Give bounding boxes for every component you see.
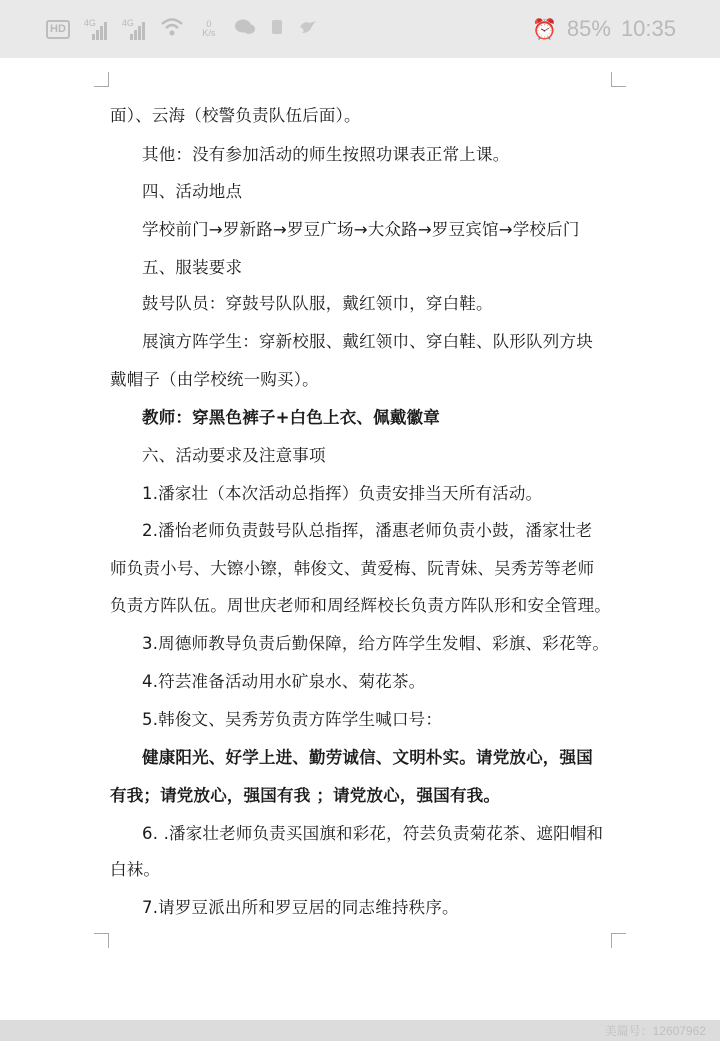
alarm-icon: ⏰ [531,18,557,41]
page-corner-mark [611,72,626,87]
doc-line: 鼓号队员：穿鼓号队队服，戴红领巾，穿白鞋。 [142,294,493,313]
page-corner-mark [611,933,626,948]
signal-icon: 4G [122,18,146,40]
doc-line: 师负责小号、大镲小镲，韩俊文、黄爱梅、阮青妹、吴秀芳等老师 [110,559,595,578]
page-corner-mark [94,933,109,948]
wifi-icon [160,17,184,42]
notification-icon [270,18,284,41]
speed-value: 0 [206,19,212,29]
doc-line: 展演方阵学生：穿新校服、戴红领巾、穿白鞋、队形队列方块 [142,332,593,351]
bird-icon [298,18,318,41]
hd-icon: HD [46,20,70,39]
signal-icon: 4G [84,18,108,40]
page-corner-mark [94,72,109,87]
section-heading: 四、活动地点 [142,182,243,201]
status-right [532,12,676,46]
doc-line: 1.潘家壮（本次活动总指挥）负责安排当天所有活动。 [142,484,543,503]
watermark: 美篇号：12607962 [604,1024,706,1038]
doc-line: 7.请罗豆派出所和罗豆居的同志维持秩序。 [142,898,459,917]
doc-line: 戴帽子（由学校统一购买）。 [110,370,319,389]
doc-line: 其他：没有参加活动的师生按照功课表正常上课。 [142,145,510,164]
doc-line-bold: 教师：穿黑色裤子+白色上衣、佩戴徽章 [142,408,440,427]
speed-unit: K/s [202,28,216,38]
clock: 10:35 [620,16,676,41]
doc-line: 4.符芸准备活动用水矿泉水、菊花茶。 [142,672,426,691]
doc-line: 5.韩俊文、吴秀芳负责方阵学生喊口号： [142,710,443,729]
doc-line: 学校前门→罗新路→罗豆广场→大众路→罗豆宾馆→学校后门 [142,220,580,239]
doc-line: 面）、云海（校警负责队伍后面）。 [110,106,361,125]
doc-line: 负责方阵队伍。周世庆老师和周经辉校长负责方阵队形和安全管理。 [110,596,611,615]
doc-line: 6. .潘家壮老师负责买国旗和彩花，符芸负责菊花茶、遮阳帽和 [142,824,604,843]
doc-line-bold: 健康阳光、好学上进、勤劳诚信、文明朴实。请党放心，强国 [142,748,593,767]
section-heading: 五、服装要求 [142,258,243,277]
section-heading: 六、活动要求及注意事项 [142,446,326,465]
doc-line: 3.周德师教导负责后勤保障，给方阵学生发帽、彩旗、彩花等。 [142,634,610,653]
chat-icon [234,18,256,41]
status-bar [0,0,720,58]
document-page[interactable] [0,58,720,1020]
doc-line-bold: 有我；请党放心，强国有我 ；请党放心，强国有我。 [110,786,501,805]
battery-level: 85% [566,16,611,41]
doc-line: 白袜。 [110,860,161,879]
speed-icon [198,20,220,38]
doc-line: 2.潘怡老师负责鼓号队总指挥，潘惠老师负责小鼓，潘家壮老 [142,521,593,540]
status-left-icons [46,16,318,42]
